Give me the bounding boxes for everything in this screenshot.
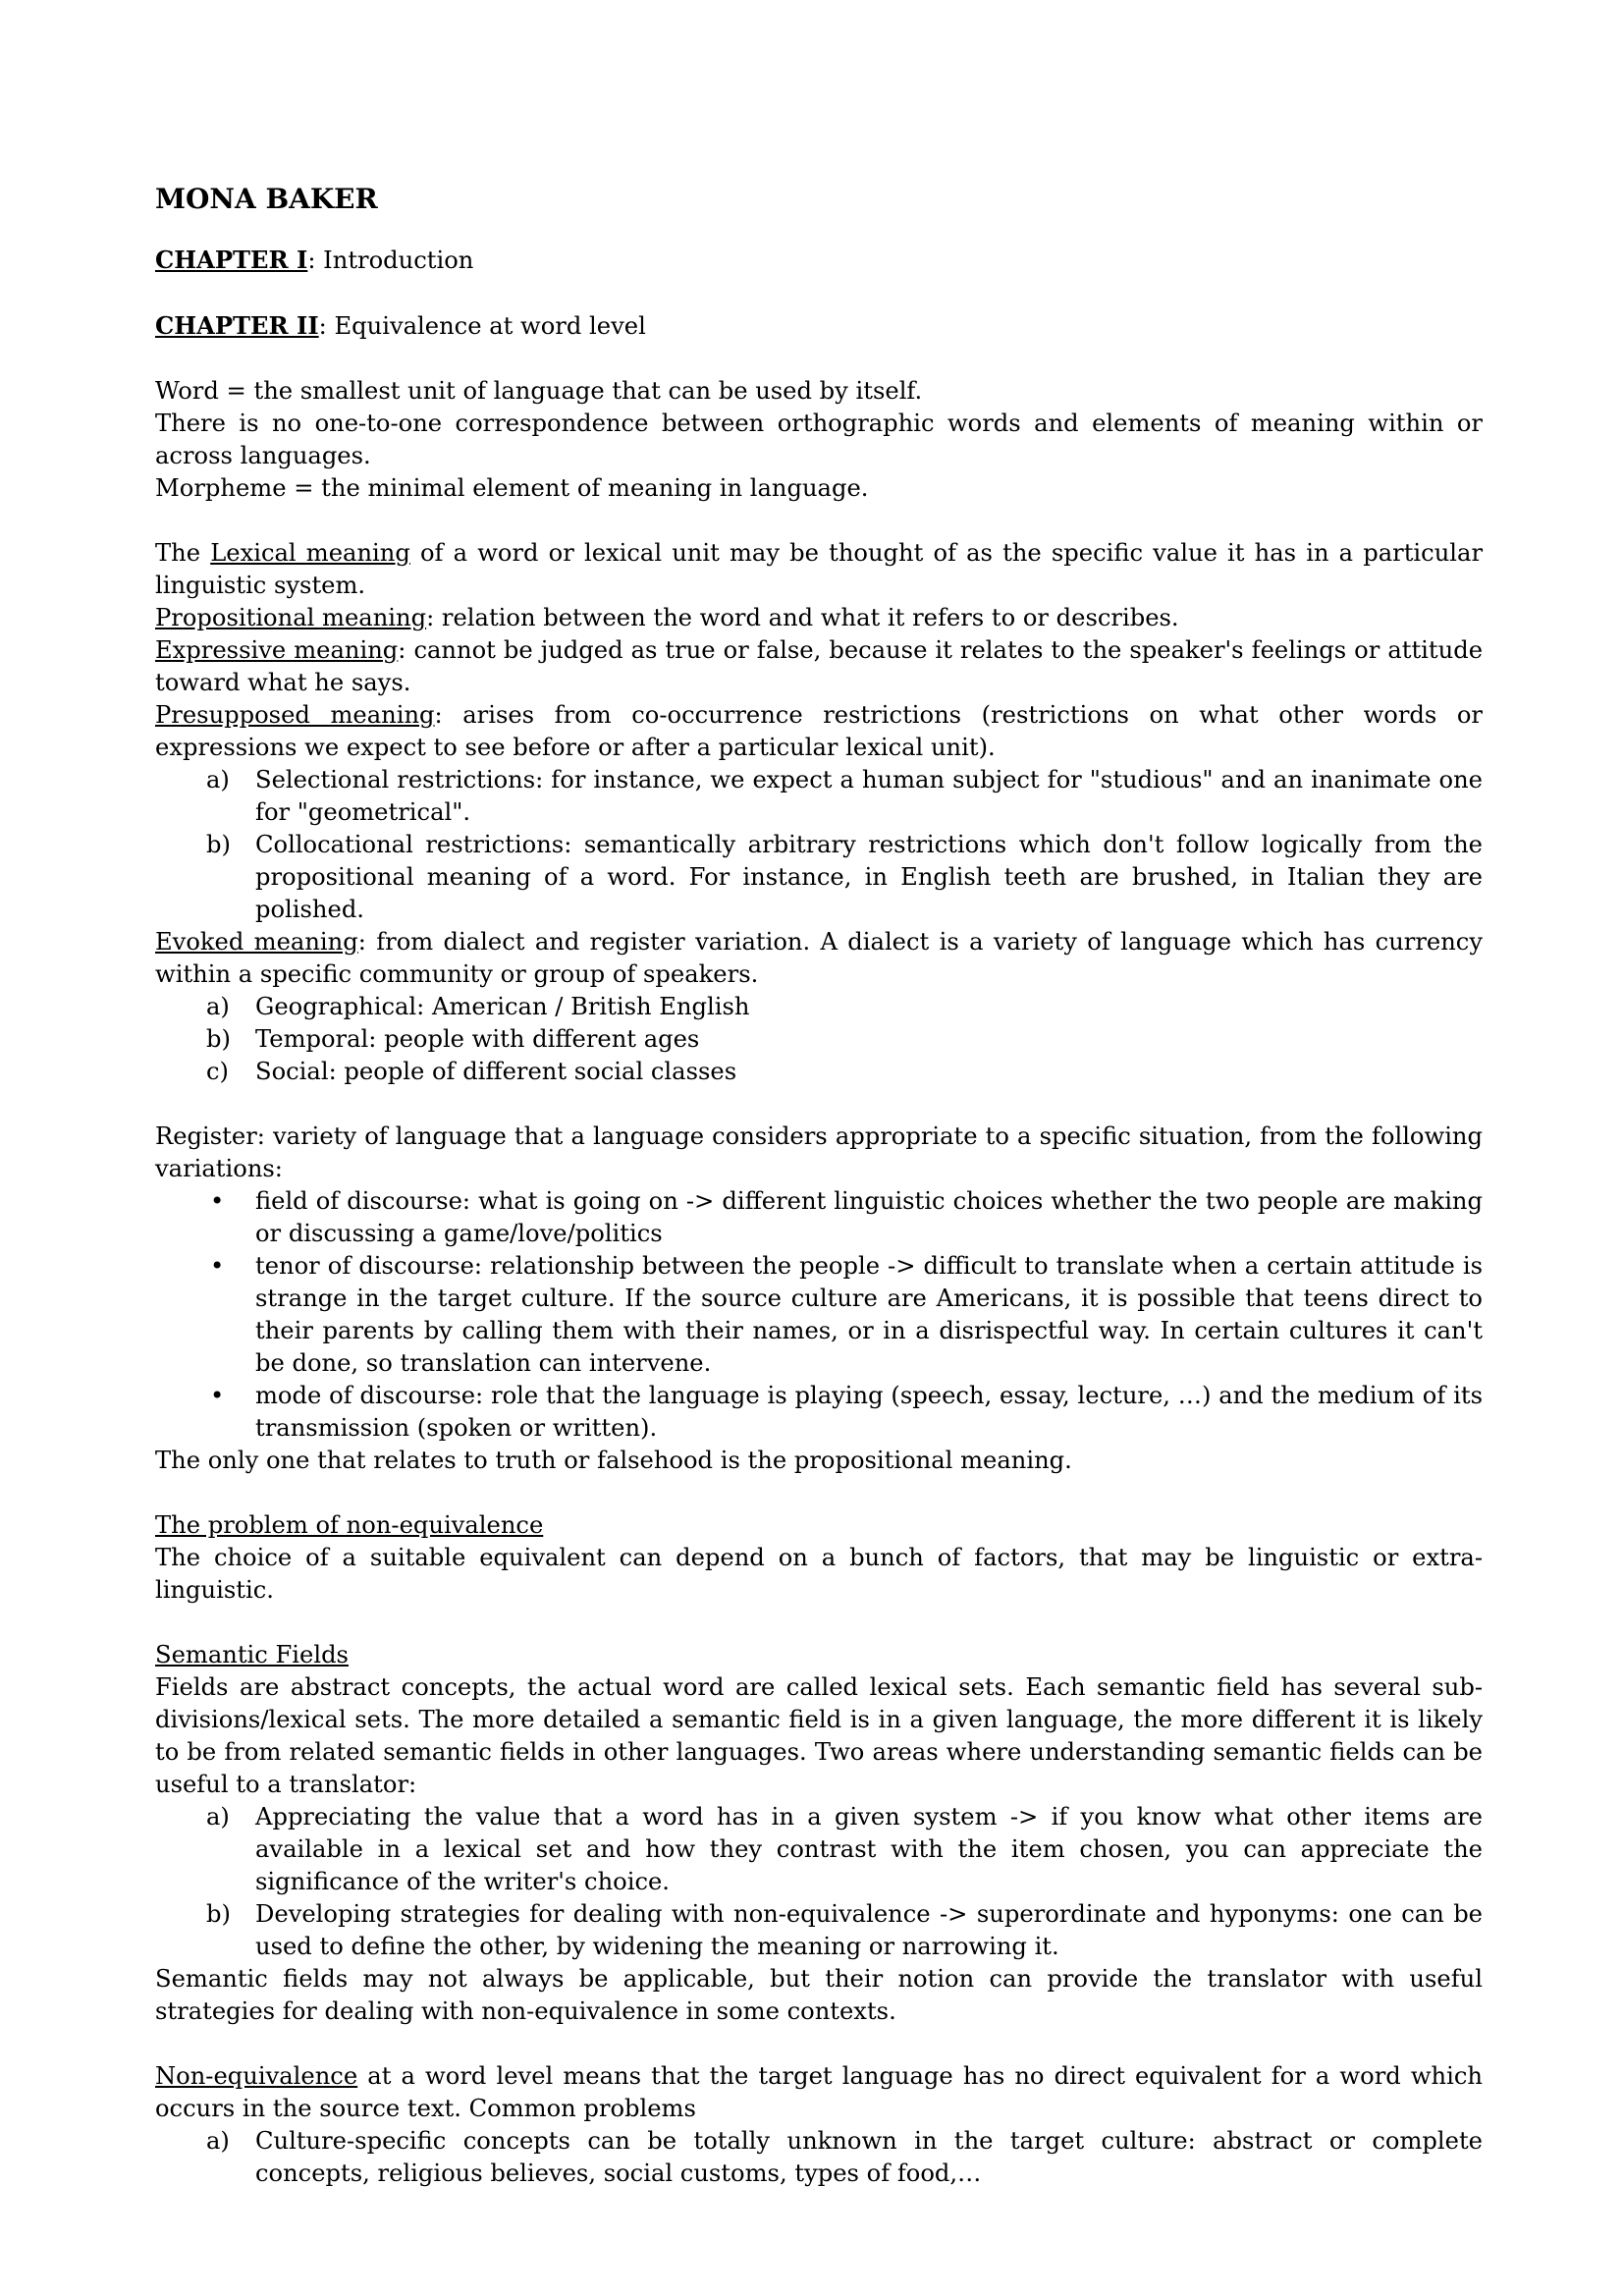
word-level-list [155, 2125, 1483, 2190]
propositional-meaning-term: Propositional meaning [155, 604, 427, 631]
chapter-2-heading [155, 309, 1483, 343]
expressive-meaning-paragraph: Expressive meaning: cannot be judged as true or false, because it relates to the speaker's feelings or attitude toward what he says. [155, 636, 1484, 696]
document-title: MONA BAKER [155, 183, 378, 215]
list-item: a) Appreciating the value that a word has in a given system -> if you know what other items are available in a lexical set and how they contrast with the item chosen, you can appreciate the significance of the writer's choice. [206, 1803, 1483, 1895]
nonequivalence-problem-heading: The problem of non-equivalence [155, 1511, 544, 1539]
chapter-1-label: CHAPTER I [155, 246, 308, 274]
correspondence-statement: There is no one-to-one correspondence between orthographic words and elements of meaning within or across languages. [155, 410, 1483, 469]
chapter-1-heading [155, 244, 1483, 277]
list-item: c) Social: people of different social classes [206, 1058, 737, 1085]
register-closing: The only one that relates to truth or falsehood is the propositional meaning. [155, 1447, 1072, 1474]
list-item: • mode of discourse: role that the language is playing (speech, essay, lecture, …) and the medium of its transmission (spoken or written). [210, 1382, 1483, 1442]
morpheme-definition: Morpheme = the minimal element of meaning in language. [155, 474, 869, 502]
propositional-meaning-paragraph: Propositional meaning: relation between the word and what it refers to or describes. [155, 604, 1179, 631]
document-page [155, 183, 1483, 2190]
presupposed-list [155, 764, 1483, 926]
semantic-fields-closing: Semantic fields may not always be applicable, but their notion can provide the translator with useful strategies for dealing with non-equivalence in some contexts. [155, 1965, 1483, 2025]
semantic-fields-list [155, 1801, 1483, 1963]
chapter-2-text: : Equivalence at word level [318, 312, 646, 340]
semantic-fields-heading: Semantic Fields [155, 1641, 349, 1668]
word-level-paragraph: Non-equivalence at a word level means that the target language has no direct equivalent for a word which occurs in the source text. Common problems [155, 2062, 1483, 2122]
register-paragraph: Register: variety of language that a language considers appropriate to a specific situation, from the following variations: [155, 1122, 1483, 1182]
semantic-fields-text: Fields are abstract concepts, the actual word are called lexical sets. Each semantic field has several sub-divisions/lexical sets. The more detailed a semantic field is in a given language, the more different it is likely to be from related semantic fields in other languages. Two areas where understanding semantic fields can be useful to a translator: [155, 1673, 1483, 1798]
list-item: • tenor of discourse: relationship between the people -> difficult to translate when a certain attitude is strange in the target culture. If the source culture are Americans, it is possible that teens direct to their parents by calling them with their names, or in a disrispectful way. In certain cultures it can't be done, so translation can intervene. [210, 1252, 1483, 1377]
list-item: b) Developing strategies for dealing with non-equivalence -> superordinate and hyponyms: one can be used to define the other, by widening the meaning or narrowing it. [206, 1900, 1483, 1960]
word-definition: Word = the smallest unit of language that can be used by itself. [155, 377, 923, 405]
register-list [155, 1185, 1483, 1445]
list-item: a) Selectional restrictions: for instance, we expect a human subject for "studious" and an inanimate one for "geometrical". [206, 766, 1483, 826]
expressive-meaning-term: Expressive meaning [155, 636, 399, 664]
list-item: • field of discourse: what is going on -> different linguistic choices whether the two people are making or discussing a game/love/politics [210, 1187, 1483, 1247]
lexical-meaning-term: Lexical meaning [210, 539, 410, 567]
presupposed-meaning-paragraph: Presupposed meaning: arises from co-occurrence restrictions (restrictions on what other words or expressions we expect to see before or after a particular lexical unit). [155, 701, 1483, 761]
evoked-list [155, 991, 1483, 1088]
evoked-meaning-paragraph: Evoked meaning: from dialect and register variation. A dialect is a variety of language which has currency within a specific community or group of speakers. [155, 928, 1483, 988]
list-item: a) Culture-specific concepts can be totally unknown in the target culture: abstract or complete concepts, religious believes, social customs, types of food,… [206, 2127, 1483, 2187]
lexical-meaning-paragraph: The Lexical meaning of a word or lexical unit may be thought of as the specific value it has in a particular linguistic system. [155, 539, 1484, 599]
non-equivalence-term: Non-equivalence [155, 2062, 358, 2090]
list-item: b) Temporal: people with different ages [206, 1025, 700, 1053]
chapter-2-label: CHAPTER II [155, 311, 319, 340]
evoked-meaning-term: Evoked meaning [155, 928, 358, 956]
chapter-1-text: : Introduction [307, 246, 474, 274]
list-item: a) Geographical: American / British English [206, 993, 750, 1020]
presupposed-meaning-term: Presupposed meaning [155, 701, 435, 729]
nonequivalence-problem-text: The choice of a suitable equivalent can depend on a bunch of factors, that may be linguistic or extra-linguistic. [155, 1544, 1483, 1604]
list-item: b) Collocational restrictions: semantically arbitrary restrictions which don't follow logically from the propositional meaning of a word. For instance, in English teeth are brushed, in Italian they are polished. [206, 831, 1483, 923]
